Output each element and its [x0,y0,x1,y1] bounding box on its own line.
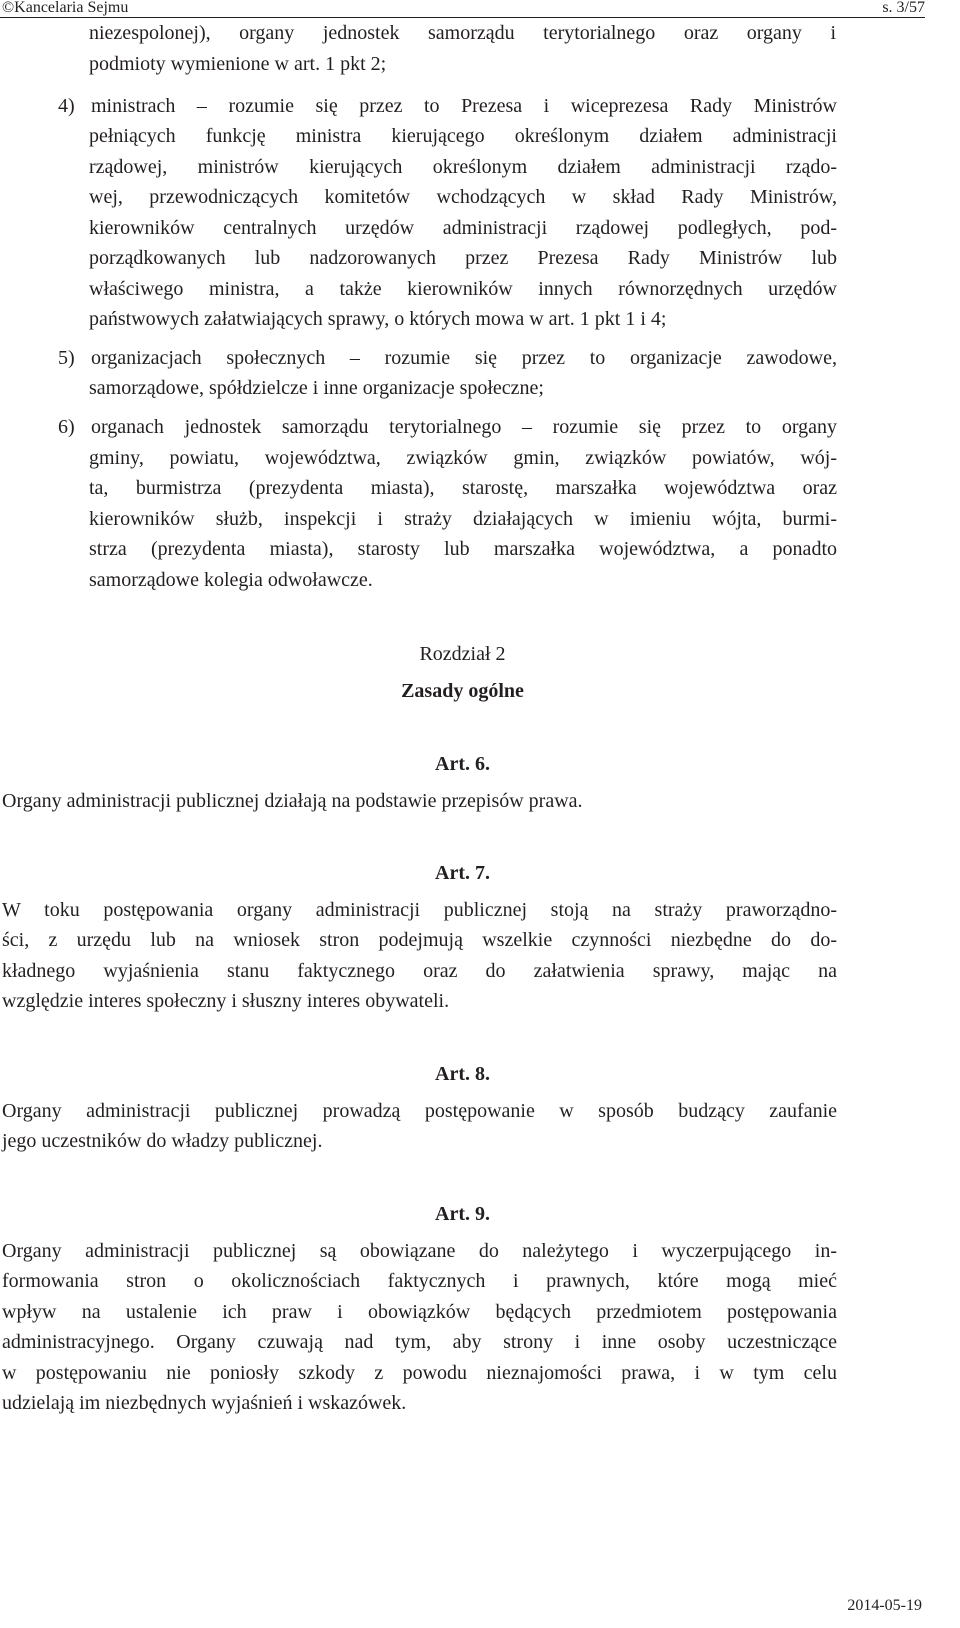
text-line: Organy administracji publicznej prowadzą postępowanie w sposób budzący zaufanie [2,1100,837,1122]
text-line: organizacjach społecznych – rozumie się przez to organizacje zawodowe, [91,347,837,369]
text-line: względzie interes społeczny i słuszny interes obywateli. [2,990,450,1012]
article-heading: Art. 6. [435,753,490,775]
text-line: wpływ na ustalenie ich praw i obowiązków będących przedmiotem postępowania [2,1301,837,1323]
article-heading: Art. 8. [435,1063,490,1085]
text-line: podmioty wymienione w art. 1 pkt 2; [89,53,387,75]
text-line: W toku postępowania organy administracji publicznej stoją na straży praworządno- [2,899,837,921]
text-line: gminy, powiatu, województwa, związków gmin, związków powiatów, wój- [89,447,837,469]
text-line: Organy administracji publicznej są obowiązane do należytego i wyczerpującego in- [2,1240,837,1262]
chapter-number: Rozdział 2 [419,643,506,665]
item-number: 4) [58,95,75,117]
chapter-title: Zasady ogólne [401,680,524,702]
text-line: rządowej, ministrów kierujących określonym działem administracji rządo- [89,156,837,178]
page-number: s. 3/57 [882,0,925,16]
item-number: 6) [58,416,75,438]
text-line: organach jednostek samorządu terytorialnego – rozumie się przez to organy [91,416,837,438]
text-line: administracyjnego. Organy czuwają nad tym, aby strony i inne osoby uczestniczące [2,1331,837,1353]
text-line: państwowych załatwiających sprawy, o których mowa w art. 1 pkt 1 i 4; [89,308,667,330]
text-line: wej, przewodniczących komitetów wchodzących w skład Rady Ministrów, [89,186,837,208]
text-line: samorządowe, spółdzielcze i inne organizacje społeczne; [89,377,544,399]
text-line: samorządowe kolegia odwoławcze. [89,569,373,591]
text-line: kładnego wyjaśnienia stanu faktycznego oraz do załatwienia sprawy, mając na [2,960,837,982]
text-line: Organy administracji publicznej działają na podstawie przepisów prawa. [2,790,583,812]
text-line: formowania stron o okolicznościach faktycznych i prawnych, które mogą mieć [2,1270,837,1292]
text-line: ści, z urzędu lub na wniosek stron podejmują wszelkie czynności niezbędne do do- [2,929,837,951]
footer-date: 2014-05-19 [847,1597,922,1614]
header-publisher: ©Kancelaria Sejmu [2,0,129,16]
text-line: jego uczestników do władzy publicznej. [2,1130,323,1152]
text-line: kierowników służb, inspekcji i straży działających w imieniu wójta, burmi- [89,508,837,530]
article-heading: Art. 9. [435,1203,490,1225]
text-line: w postępowaniu nie poniosły szkody z powodu nieznajomości prawa, i w tym celu [2,1362,837,1384]
article-heading: Art. 7. [435,862,490,884]
text-line: strza (prezydenta miasta), starosty lub marszałka województwa, a ponadto [89,538,837,560]
text-line: pełniących funkcję ministra kierującego określonym działem administracji [89,125,837,147]
text-line: niezespolonej), organy jednostek samorządu terytorialnego oraz organy i [89,22,836,44]
text-line: udzielają im niezbędnych wyjaśnień i wskazówek. [2,1392,407,1414]
text-line: ministrach – rozumie się przez to Prezesa i wiceprezesa Rady Ministrów [91,95,837,117]
text-line: właściwego ministra, a także kierowników innych równorzędnych urzędów [89,278,837,300]
text-line: kierowników centralnych urzędów administracji rządowej podległych, pod- [89,217,837,239]
text-line: ta, burmistrza (prezydenta miasta), starostę, marszałka województwa oraz [89,477,837,499]
item-number: 5) [58,347,75,369]
text-line: porządkowanych lub nadzorowanych przez Prezesa Rady Ministrów lub [89,247,837,269]
